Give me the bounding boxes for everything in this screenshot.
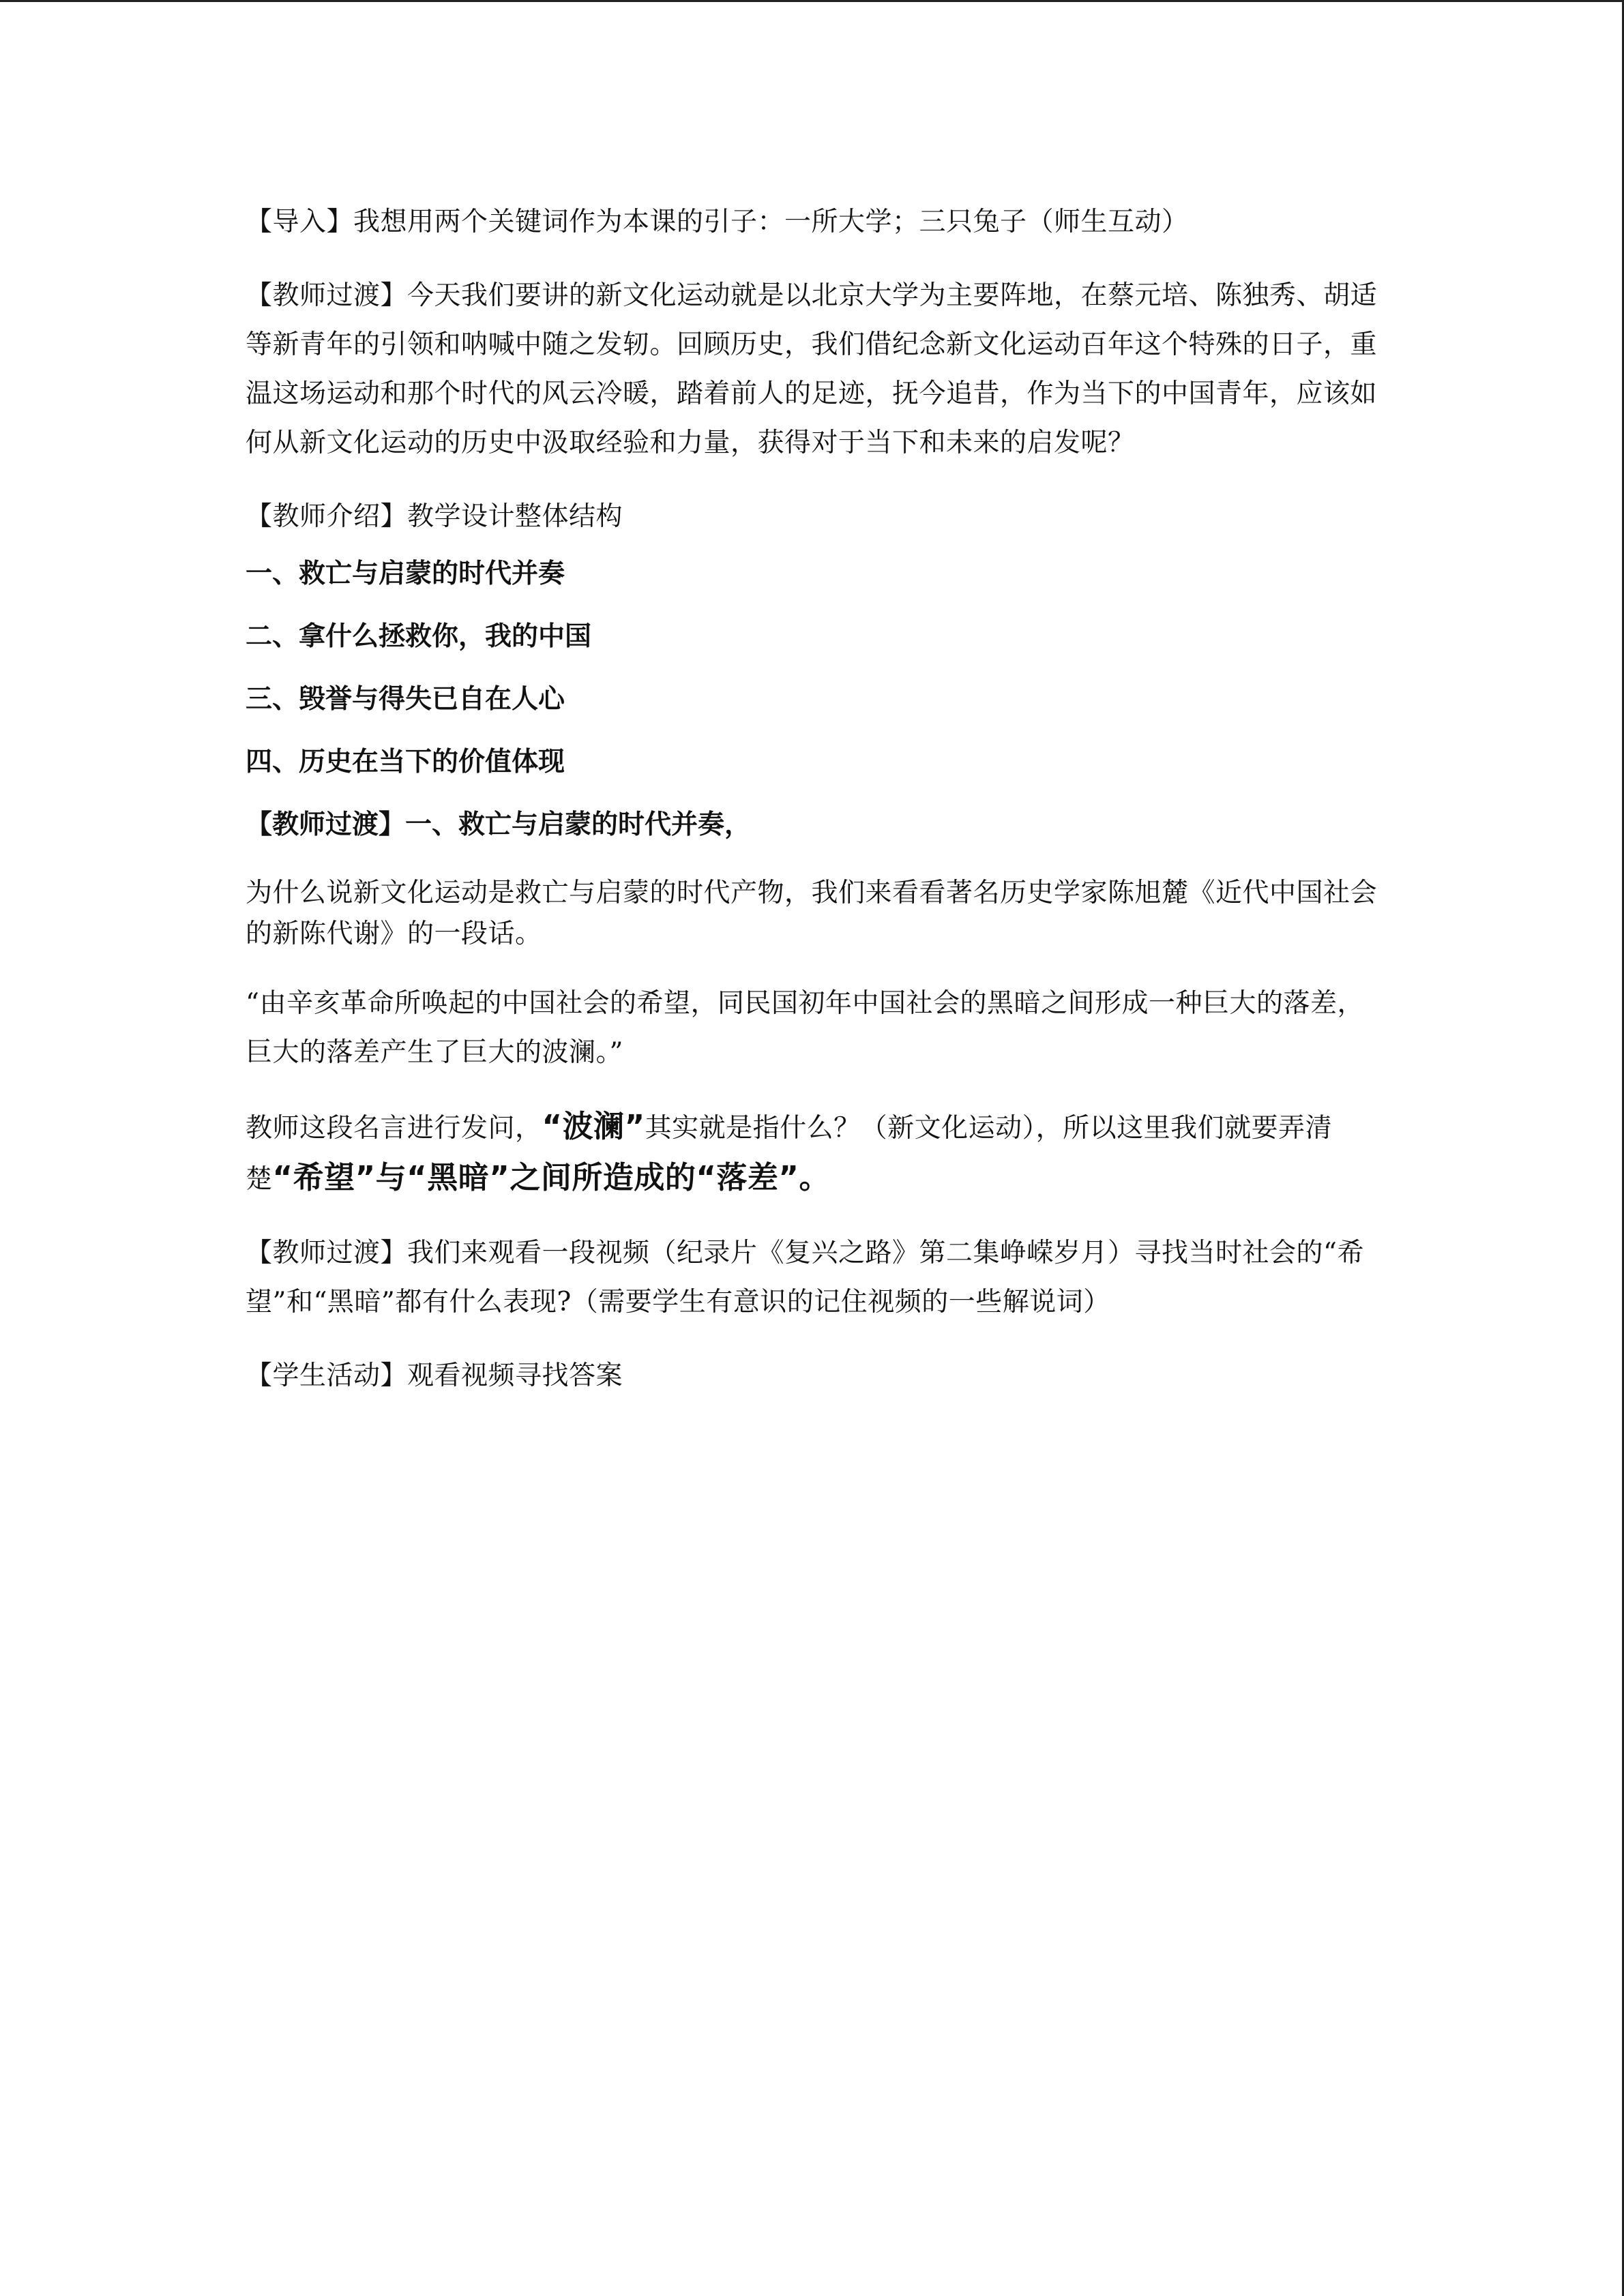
- ask-paragraph: [246, 1102, 1378, 1204]
- teacher-transition-paragraph-3: 【教师过渡】我们来观看一段视频（纪录片《复兴之路》第二集峥嵘岁月）寻找当时社会的“希望”和“黑暗”都有什么表现?（需要学生有意识的记住视频的一些解说词）: [246, 1238, 1364, 1317]
- ask-text-2: 其实就是指什么？（新文化运动），所以这里我们就要弄清楚: [246, 1113, 1333, 1195]
- section-heading-4: 四、历史在当下的价值体现: [246, 747, 565, 777]
- page-border-top: [0, 0, 1624, 2]
- teacher-transition-heading-2: 【教师过渡】一、救亡与启蒙的时代并奏，: [246, 809, 752, 840]
- student-activity: 【学生活动】观看视频寻找答案: [246, 1360, 623, 1391]
- document-body: [246, 198, 1378, 1425]
- question-paragraph: 为什么说新文化运动是救亡与启蒙的时代产物，我们来看看著名历史学家陈旭麓《近代中国社会的新陈代谢》的一段话。: [246, 878, 1378, 949]
- section-heading-3: 三、毁誉与得失已自在人心: [246, 684, 565, 715]
- intro-paragraph: 【导入】我想用两个关键词作为本课的引子：一所大学；三只兔子（师生互动）: [246, 207, 1189, 237]
- ask-emphasis-1: “波澜”: [542, 1108, 645, 1144]
- quote-paragraph: “由辛亥革命所唤起的中国社会的希望，同民国初年中国社会的黑暗之间形成一种巨大的落差，巨大的落差产生了巨大的波澜。”: [246, 988, 1364, 1068]
- structure-intro: 【教师介绍】教学设计整体结构: [246, 501, 623, 532]
- section-heading-2: 二、拿什么拯救你，我的中国: [246, 621, 592, 652]
- ask-text-1: 教师这段名言进行发问，: [246, 1113, 542, 1144]
- ask-emphasis-2: “希望”与“黑暗”之间所造成的“落差”。: [272, 1159, 830, 1195]
- section-heading-1: 一、救亡与启蒙的时代并奏: [246, 558, 565, 589]
- teacher-transition-paragraph-1: 【教师过渡】今天我们要讲的新文化运动就是以北京大学为主要阵地，在蔡元培、陈独秀、胡适等新青年的引领和呐喊中随之发轫。回顾历史，我们借纪念新文化运动百年这个特殊的日子，重温这场运动和那个时代的风云冷暖，踏着前人的足迹，抚今追昔，作为当下的中国青年，应该如何从新文化运动的历史中汲取经验和力量，获得对于当下和未来的启发呢？: [246, 280, 1378, 458]
